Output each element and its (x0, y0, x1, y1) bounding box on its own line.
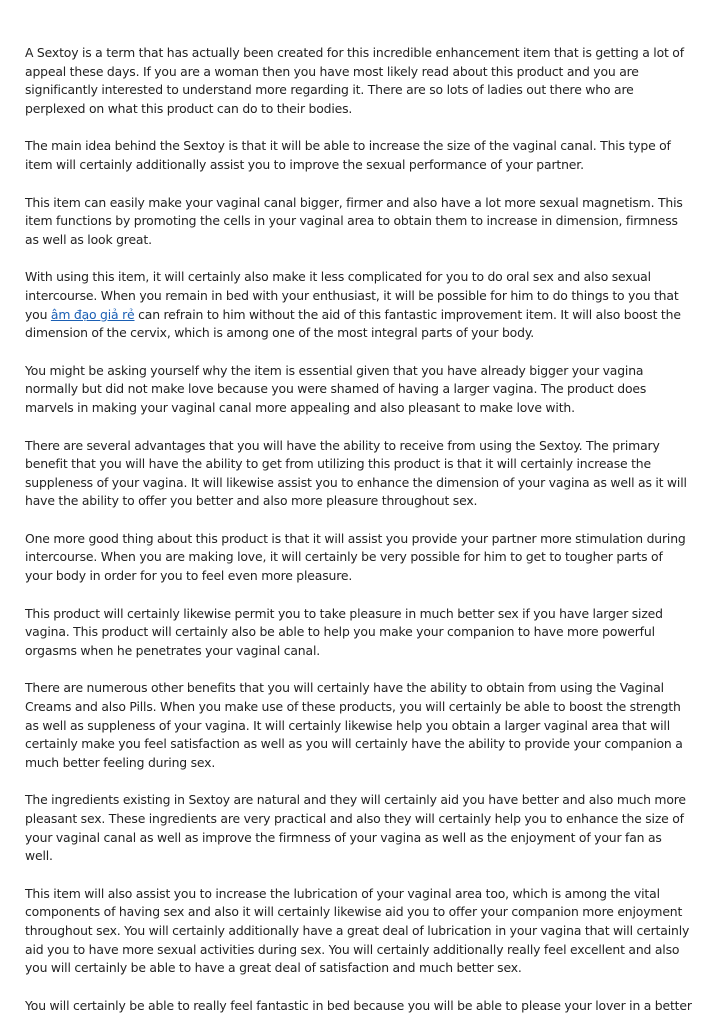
paragraph-4-before-link: With using this item, it will certainly also make it less complicated for you to do oral sex and also sexual intercourse. When you remain in bed with your enthusiast, it will be possible for him to do things to you that you (25, 269, 679, 322)
paragraph-4-after-link: can refrain to him without the aid of this fantastic improvement item. It will also boost the dimension of the cervix, which is among one of the most integral parts of your body. (25, 306, 681, 341)
paragraph-11: This item will also assist you to increase the lubrication of your vaginal area too, which is among the vital components of having sex and also it will certainly likewise aid you to offer your companion more enjoyment throughout sex. You will certainly additionally have a great deal of lubrication in your vagina that will certainly aid you to have more sexual activities during sex. You will certainly additionally really feel excellent and also you will certainly be able to have a great deal of satisfaction and much better sex. (25, 885, 690, 976)
paragraph-10: The ingredients existing in Sextoy are natural and they will certainly aid you have better and also much more pleasant sex. These ingredients are very practical and also they will certainly help you to enhance the size of your vaginal canal as well as improve the firmness of your vagina as well as the enjoyment of your fan as well. (25, 792, 686, 864)
paragraph-5: You might be asking yourself why the item is essential given that you have already bigger your vagina normally but did not make love because you were shamed of having a larger vagina. The product does marvels in making your vaginal canal more appealing and also pleasant to make love with. (25, 362, 647, 415)
paragraph-1: A Sextoy is a term that has actually been created for this incredible enhancement item that is getting a lot of appeal these days. If you are a woman then you have most likely read about this product and you are significantly interested to understand more regarding it. There are so lots of ladies out there who are perplexed on what this product can do to their bodies. (25, 45, 684, 116)
paragraph-6: There are several advantages that you will have the ability to receive from using the Sextoy. The primary benefit that you will have the ability to get from utilizing this product is that it will certainly increase the suppleness of your vagina. It will likewise assist you to enhance the dimension of your vagina as well as it will have the ability to offer you better and also more pleasure throughout sex. (25, 437, 687, 509)
paragraph-8: This product will certainly likewise permit you to take pleasure in much better sex if you have larger sized vagina. This product will certainly also be able to help you make your companion to have more powerful orgasms when he penetrates your vaginal canal. (25, 605, 663, 658)
paragraph-12: You will certainly be able to really feel fantastic in bed because you will be able to please your lover in a better (25, 997, 692, 1013)
document-body (25, 44, 693, 1034)
paragraph-7: One more good thing about this product is that it will assist you provide your partner more stimulation during intercourse. When you are making love, it will certainly be very possible for him to get to tougher parts of your body in order for you to feel even more pleasure. (25, 530, 686, 584)
paragraph-4 (25, 268, 693, 342)
paragraph-2: The main idea behind the Sextoy is that it will be able to increase the size of the vaginal canal. This type of item will certainly additionally assist you to improve the sexual performance of your partner. (25, 138, 671, 172)
inline-link[interactable]: âm đạo giả rẻ (50, 306, 135, 322)
paragraph-9: There are numerous other benefits that you will certainly have the ability to obtain from using the Vaginal Creams and also Pills. When you make use of these products, you will certainly be able to boost the strength as well as suppleness of your vagina. It will certainly likewise help you obtain a larger vaginal area that will certainly make you feel satisfaction as well as you will certainly have the ability to provide your companion a much better feeling during sex. (25, 680, 683, 770)
paragraph-3: This item can easily make your vaginal canal bigger, firmer and also have a lot more sexual magnetism. This item functions by promoting the cells in your vaginal area to obtain them to increase in dimension, firmness as well as look great. (25, 194, 683, 247)
